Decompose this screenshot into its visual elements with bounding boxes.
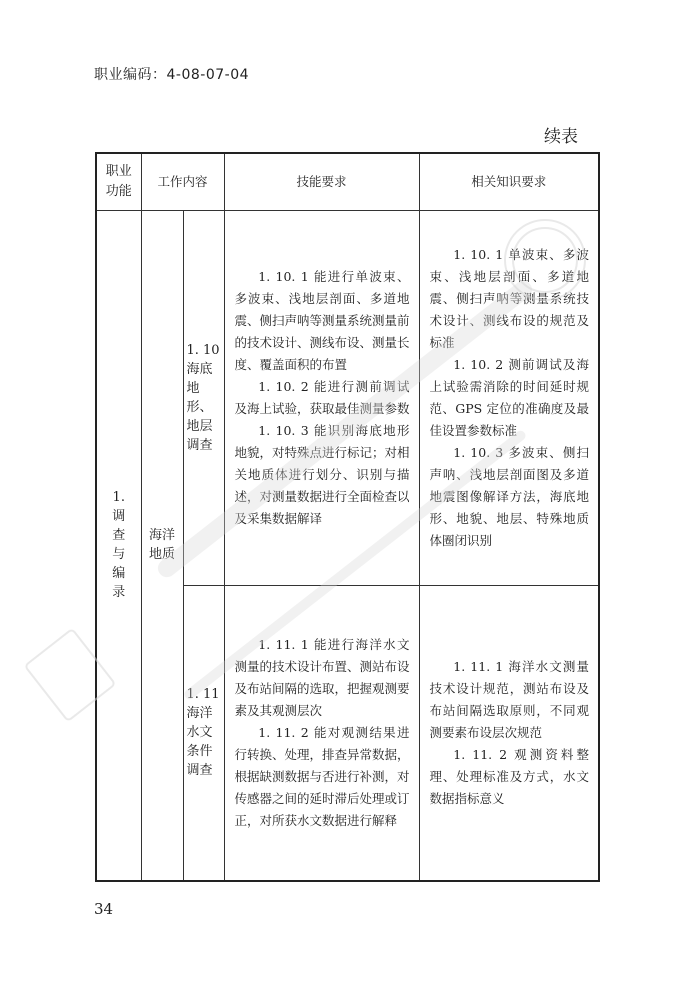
skills-cell: 1. 11. 1 能进行海洋水文测量的技术设计布置、测站布设及布站间隔的选取，把握观测要素及其观测层次 1. 11. 2 能对观测结果进行转换、处理，排查异常数据，根据缺测数据与否进行补测，对传感器之间的延时滞后处理或订正，对所获水文数据进行解释 bbox=[224, 586, 419, 881]
header-work-content: 工作内容 bbox=[141, 153, 224, 211]
area-cell: 海洋 地质 bbox=[141, 211, 183, 881]
table-row bbox=[96, 211, 599, 586]
continued-label: 续表 bbox=[544, 127, 578, 147]
header-role: 职业 功能 bbox=[96, 153, 141, 211]
skills-table bbox=[95, 152, 600, 882]
page-number: 34 bbox=[94, 900, 114, 918]
subtask-cell: 1. 10 海底 地形、 地层 调查 bbox=[183, 211, 224, 586]
skills-cell: 1. 10. 1 能进行单波束、多波束、浅地层剖面、多道地震、侧扫声呐等测量系统测量前的技术设计、测线布设、测量长度、覆盖面积的布置 1. 10. 2 能进行测前调试及海上试验，获取最佳测量参数 1. 10. 3 能识别海底地形地貌，对特殊点进行标记；对相关地质体进行划分、识别与描述，对测量数据进行全面检查以及采集数据解译 bbox=[224, 211, 419, 586]
role-cell: 1. 调 查 与 编 录 bbox=[96, 211, 141, 881]
table-header-row bbox=[96, 153, 599, 211]
knowledge-cell: 1. 10. 1 单波束、多波束、浅地层剖面、多道地震、侧扫声呐等测量系统技术设计、测线布设的规范及标准 1. 10. 2 测前调试及海上试验需消除的时间延时规范、GPS 定位的准确度及最佳设置参数标准 1. 10. 3 多波束、侧扫声呐、浅地层剖面图及多道地震图像解译方法，海底地形、地貌、地层、特殊地质体圈闭识别 bbox=[419, 211, 599, 586]
header-knowledge: 相关知识要求 bbox=[419, 153, 599, 211]
header-skills: 技能要求 bbox=[224, 153, 419, 211]
occupation-code: 职业编码：4-08-07-04 bbox=[94, 67, 250, 83]
knowledge-cell: 1. 11. 1 海洋水文测量技术设计规范，测站布设及布站间隔选取原则，不同观测要素布设层次规范 1. 11. 2 观测资料整理、处理标准及方式，水文数据指标意义 bbox=[419, 586, 599, 881]
subtask-cell: 1. 11 海洋 水文 条件 调查 bbox=[183, 586, 224, 881]
